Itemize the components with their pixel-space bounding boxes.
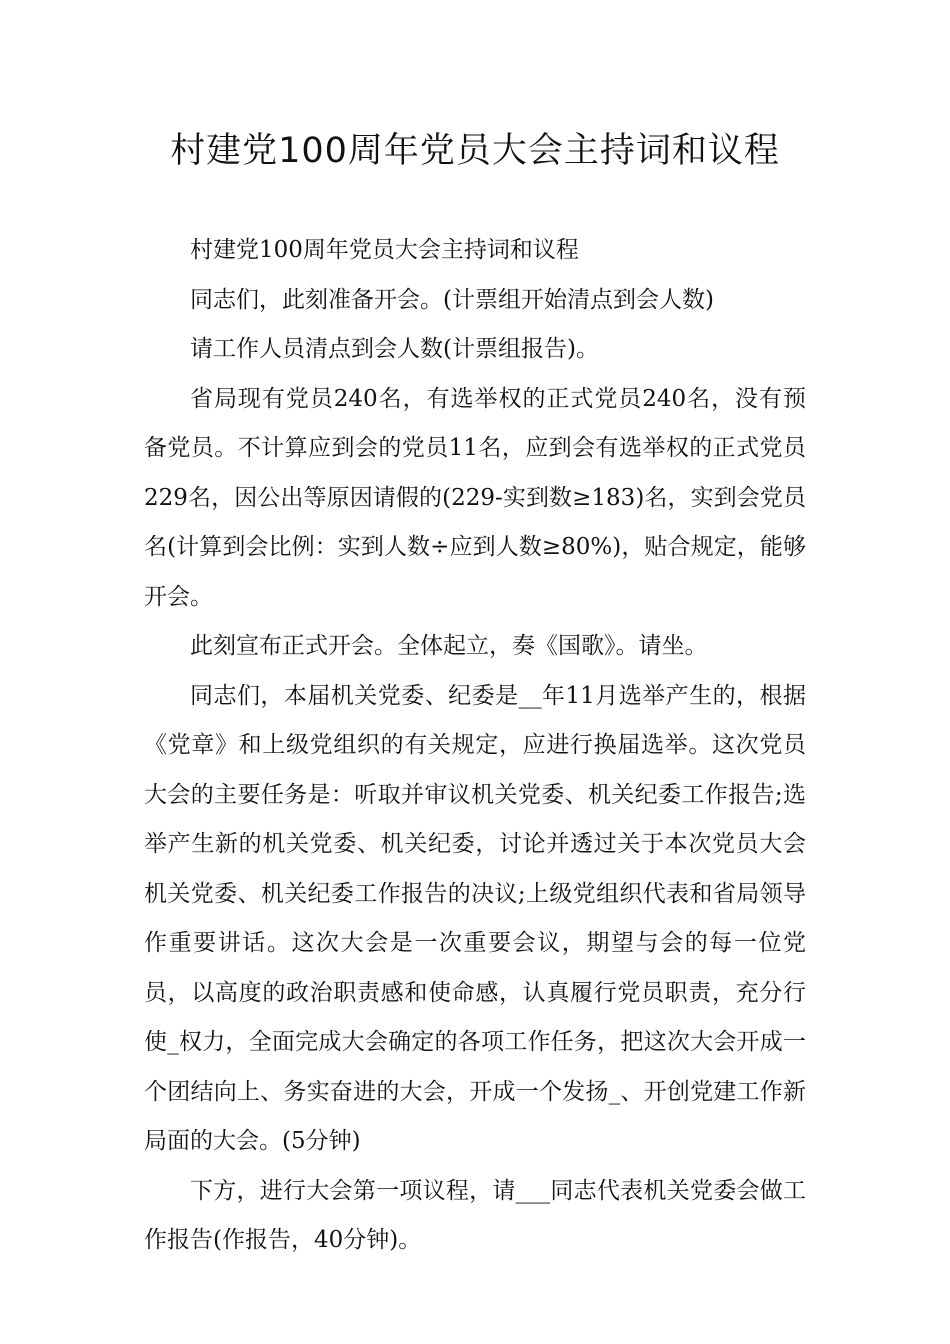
paragraph-headcount: 请工作人员清点到会人数(计票组报告)。 bbox=[190, 336, 599, 362]
paragraph-first-item: 下方，进行大会第一项议程，请___同志代表机关党委会做工作报告(作报告，40分钟)。 bbox=[144, 1177, 806, 1253]
paragraph-anthem: 此刻宣布正式开会。全体起立，奏《国歌》。请坐。 bbox=[190, 633, 708, 659]
paragraph-opening: 同志们，此刻准备开会。(计票组开始清点到会人数) bbox=[190, 286, 714, 313]
document-body bbox=[144, 226, 806, 1266]
paragraph-attendance: 省局现有党员240名，有选举权的正式党员240名，没有预备党员。不计算应到会的党员11名，应到会有选举权的正式党员229名，因公出等原因请假的(229-实到数≥183)名，实到会党员名(计算到会比例：实到人数÷应到人数≥80%)，贴合规定，能够开会。 bbox=[144, 385, 806, 610]
document-title: 村建党100周年党员大会主持词和议程 bbox=[170, 131, 780, 171]
paragraph-agenda-intro: 同志们，本届机关党委、纪委是__年11月选举产生的，根据《党章》和上级党组织的有关规定，应进行换届选举。这次党员大会的主要任务是：听取并审议机关党委、机关纪委工作报告;选举产生新的机关党委、机关纪委，讨论并透过关于本次党员大会机关党委、机关纪委工作报告的决议;上级党组织代表和省局领导作重要讲话。这次大会是一次重要会议，期望与会的每一位党员，以高度的政治职责感和使命感，认真履行党员职责，充分行使_权力，全面完成大会确定的各项工作任务，把这次大会开成一个团结向上、务实奋进的大会，开成一个发扬_、开创党建工作新局面的大会。(5分钟) bbox=[144, 682, 806, 1154]
paragraph-heading-repeat: 村建党100周年党员大会主持词和议程 bbox=[190, 237, 579, 263]
